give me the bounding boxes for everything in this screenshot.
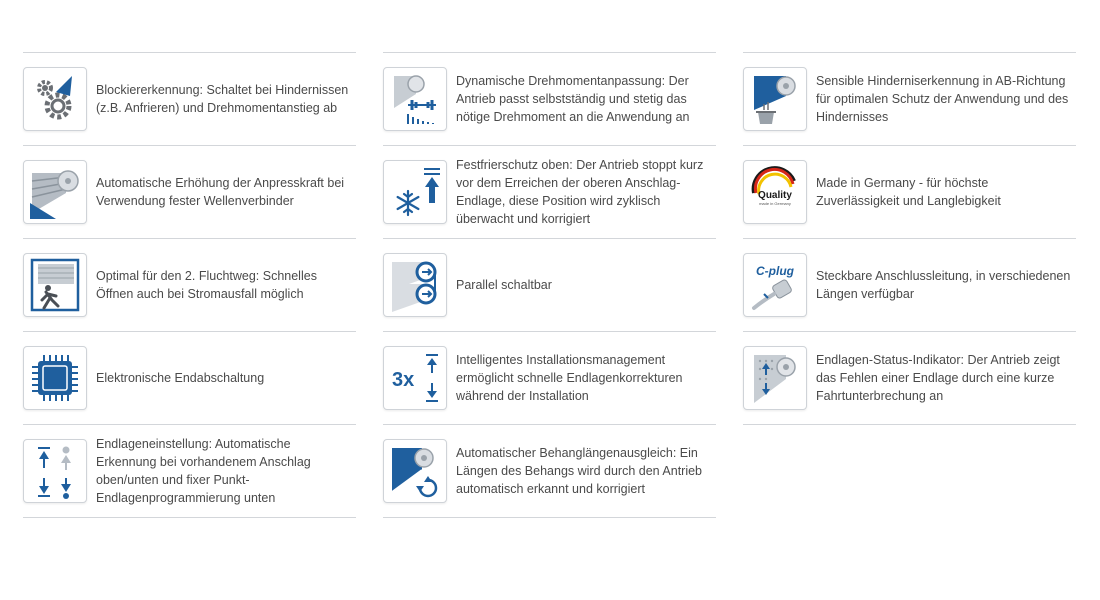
made-in-germany-label: made in Germany xyxy=(759,201,791,206)
feature-text: Optimal für den 2. Fluchtweg: Schnelles Öffnen auch bei Stromausfall möglich xyxy=(96,269,317,301)
c-plug-label: C-plug xyxy=(756,264,794,278)
feature-item xyxy=(743,146,1076,239)
escape-route-icon xyxy=(23,253,87,317)
feature-item xyxy=(23,239,356,332)
feature-text: Elektronische Endabschaltung xyxy=(96,371,265,385)
gear-blocking-icon xyxy=(23,67,87,131)
torque-adaptation-icon xyxy=(383,67,447,131)
installation-3x-icon xyxy=(383,346,447,410)
endpoint-setting-icon xyxy=(23,439,87,503)
feature-item xyxy=(383,425,716,518)
roller-pressure-icon xyxy=(23,160,87,224)
feature-text: Automatische Erhöhung der Anpresskraft bei Verwendung fester Wellenverbinder xyxy=(96,176,345,208)
obstacle-detection-icon xyxy=(743,67,807,131)
feature-item xyxy=(743,239,1076,332)
feature-column-2 xyxy=(383,52,716,518)
feature-item xyxy=(743,332,1076,425)
feature-text: Steckbare Anschlussleitung, in verschiedenen Längen verfügbar xyxy=(816,269,1071,301)
feature-item xyxy=(383,146,716,239)
badge-3x-label: 3x xyxy=(392,369,415,391)
feature-item xyxy=(383,332,716,425)
parallel-switch-icon xyxy=(383,253,447,317)
feature-item xyxy=(383,239,716,332)
feature-grid xyxy=(23,52,1076,518)
feature-item xyxy=(743,53,1076,146)
feature-text: Blockiererkennung: Schaltet bei Hindernissen (z.B. Anfrieren) und Drehmomentanstieg ab xyxy=(96,83,349,115)
feature-text: Parallel schaltbar xyxy=(456,278,552,292)
plug-cable-icon xyxy=(743,253,807,317)
feature-text: Automatischer Behanglängenausgleich: Ein Längen des Behangs wird durch den Antrieb automatisch erkannt und korrigiert xyxy=(456,446,703,496)
feature-text: Endlagen-Status-Indikator: Der Antrieb zeigt das Fehlen einer Endlage durch eine kurze Fahrtunterbrechung an xyxy=(816,353,1060,403)
feature-text: Intelligentes Installationsmanagement ermöglicht schnelle Endlagenkorrekturen während der Installation xyxy=(456,353,683,403)
endpoint-status-icon xyxy=(743,346,807,410)
feature-item xyxy=(23,332,356,425)
feature-text: Endlageneinstellung: Automatische Erkennung bei vorhandenem Anschlag oben/unten und fixer Punkt-Endlagenprogrammierung unten xyxy=(96,437,311,505)
feature-text: Dynamische Drehmomentanpassung: Der Antrieb passt selbstständig und stetig das nötige Drehmoment an die Anwendung an xyxy=(456,74,690,124)
curtain-length-icon xyxy=(383,439,447,503)
chip-icon xyxy=(23,346,87,410)
feature-item xyxy=(23,53,356,146)
feature-item xyxy=(23,146,356,239)
feature-column-1 xyxy=(23,52,356,518)
feature-text: Made in Germany - für höchste Zuverlässigkeit und Langlebigkeit xyxy=(816,176,1001,208)
frost-protection-icon xyxy=(383,160,447,224)
quality-label: Quality xyxy=(758,190,792,201)
feature-column-3 xyxy=(743,52,1076,518)
feature-text: Festfrierschutz oben: Der Antrieb stoppt kurz vor dem Erreichen der oberen Anschlag-Endlage, diese Position wird zyklisch überwacht und korrigiert xyxy=(456,158,704,226)
feature-item xyxy=(23,425,356,518)
feature-text: Sensible Hinderniserkennung in AB-Richtung für optimalen Schutz der Anwendung und des Hindernisses xyxy=(816,74,1069,124)
quality-germany-icon xyxy=(743,160,807,224)
feature-item xyxy=(383,53,716,146)
